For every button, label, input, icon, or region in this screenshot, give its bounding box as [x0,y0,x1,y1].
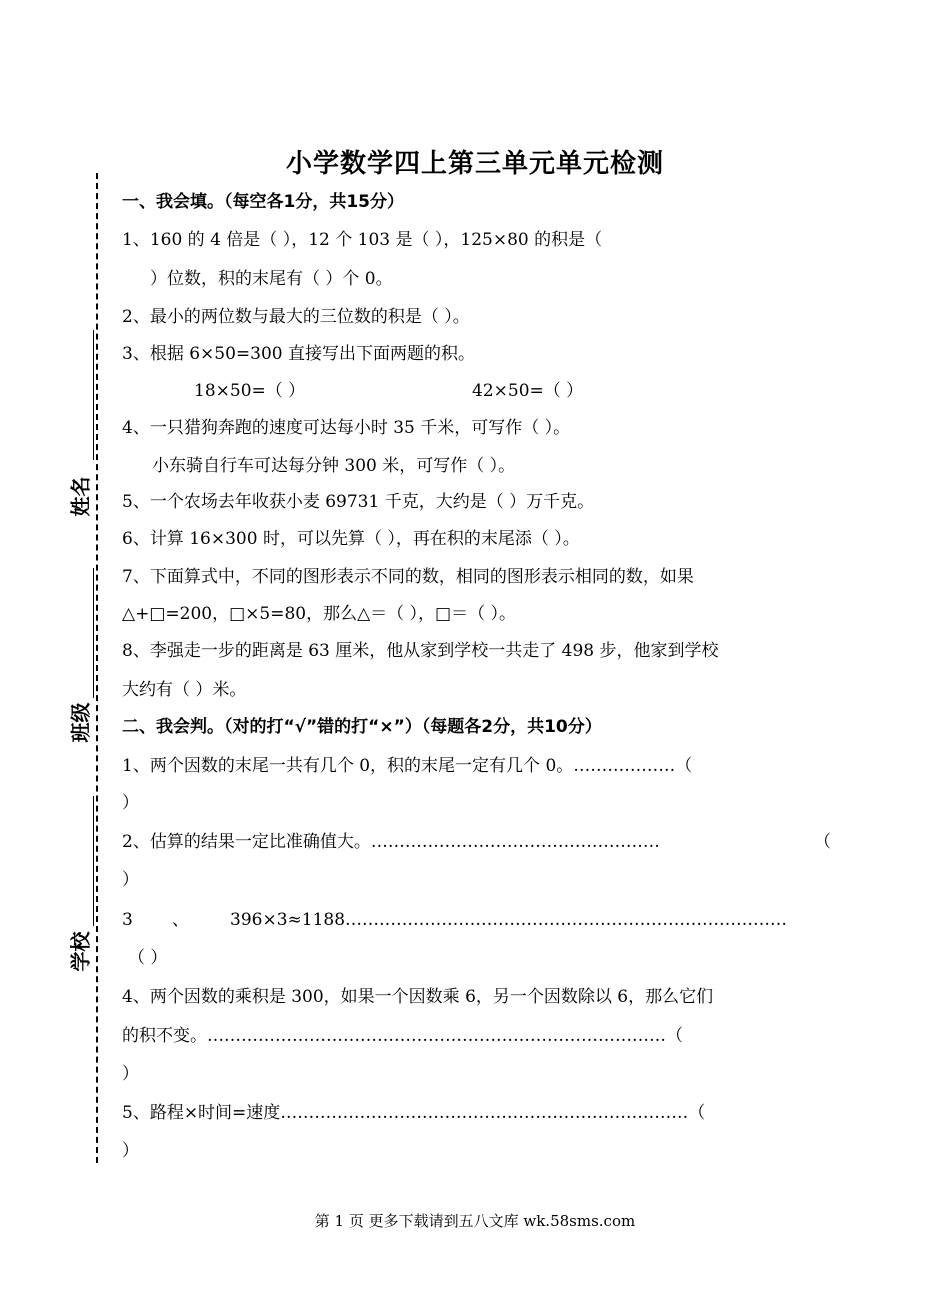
question-1-line-1: 1、160 的 4 倍是（ ），12 个 103 是（ ），125×80 的积是（ [122,230,603,250]
judge-2-open-paren: （ [814,832,831,852]
name-underline [93,330,94,460]
question-2: 2、最小的两位数与最大的三位数的积是（ ）。 [122,307,470,327]
question-4-line-1: 4、一只猎狗奔跑的速度可达每小时 35 千米，可写作（ ）。 [122,418,571,438]
page-title: 小学数学四上第三单元单元检测 [285,149,664,179]
judge-3-answer: （ ） [128,948,168,968]
question-5: 5、一个农场去年收获小麦 69731 千克，大约是（ ）万千克。 [122,492,595,512]
judge-3-text: 396×3≈1188…………………………………………………………………… [230,910,788,930]
class-underline [93,568,94,698]
page-footer: 第 1 页 更多下载请到五八文库 wk.58sms.com [314,1212,636,1230]
question-7-line-2: △+□=200，□×5=80，那么△＝（ ），□＝（ ）。 [122,604,517,624]
judge-1-line-2: ） [122,793,139,813]
question-1-line-2: ）位数，积的末尾有（ ）个 0。 [150,269,393,289]
question-8-line-2: 大约有（ ）米。 [122,680,247,700]
judge-4-line-1: 4、两个因数的乘积是 300，如果一个因数乘 6，另一个因数除以 6，那么它们 [122,987,714,1007]
section2-heading: 二、我会判。（对的打“√”错的打“×”）（每题各2分，共10分） [122,717,602,737]
question-7-line-1: 7、下面算式中，不同的图形表示不同的数，相同的图形表示相同的数，如果 [122,567,694,587]
judge-1-line-1: 1、两个因数的末尾一共有几个 0，积的末尾一定有几个 0。………………（ [122,756,693,776]
judge-5-line-1: 5、路程×时间=速度………………………………………………………………（ [122,1103,706,1123]
question-8-line-1: 8、李强走一步的距离是 63 厘米，他从家到学校一共走了 498 步，他家到学校 [122,641,719,661]
judge-3-number: 3 [122,910,133,930]
school-underline [93,796,94,926]
question-4-line-2: 小东骑自行车可达每分钟 300 米，可写作（ ）。 [152,456,516,476]
question-3-left: 18×50=（ ） [194,381,306,401]
judge-4-line-2: 的积不变。………………………………………………………………………（ [122,1026,683,1046]
judge-2-line-2: ） [122,870,139,890]
name-label: 姓名 [68,476,93,517]
judge-5-line-2: ） [122,1141,139,1161]
question-6: 6、计算 16×300 时，可以先算（ ），再在积的末尾添（ ）。 [122,529,580,549]
binding-dashed-line [96,173,98,1163]
school-label: 学校 [68,931,93,972]
class-label: 班级 [68,702,93,743]
question-3: 3、根据 6×50=300 直接写出下面两题的积。 [122,344,476,364]
question-3-right: 42×50=（ ） [472,381,584,401]
judge-2-line-1: 2、估算的结果一定比准确值大。…………………………………………… [122,832,660,852]
section1-heading: 一、我会填。（每空各1分，共15分） [122,192,404,212]
judge-3-separator: 、 [172,910,189,930]
judge-4-line-3: ） [122,1064,139,1084]
